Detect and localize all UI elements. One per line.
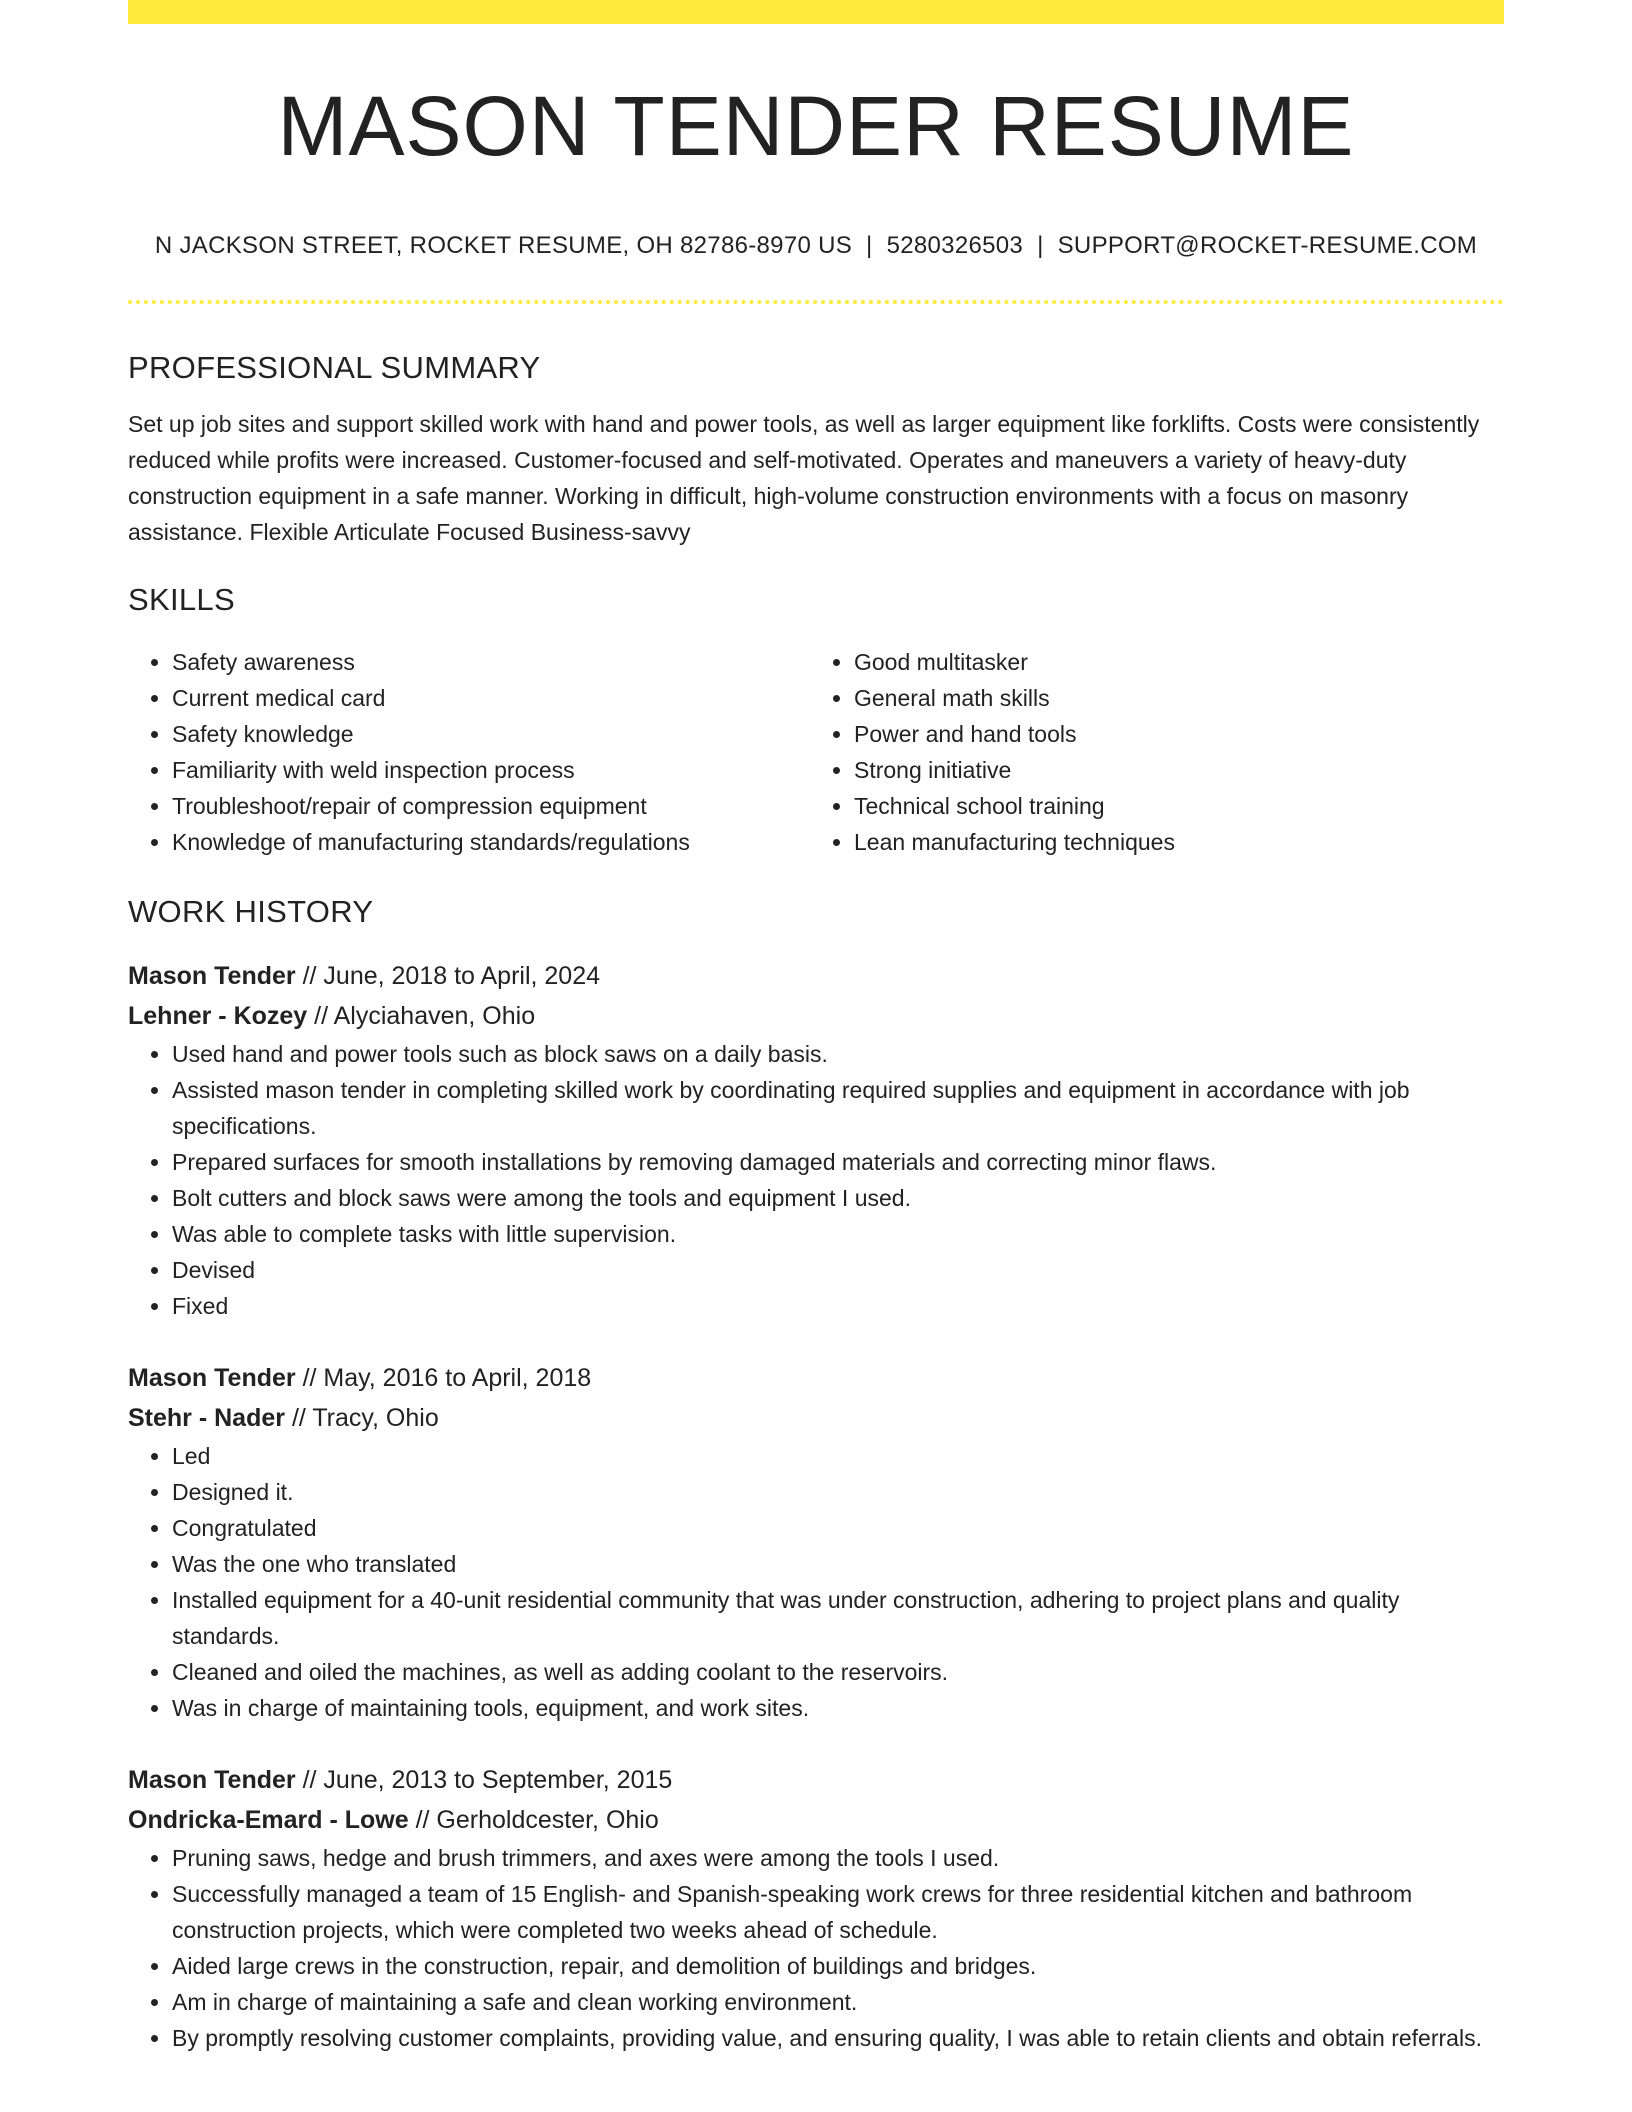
job-role-line [128,956,1504,996]
dotted-divider [128,300,1504,304]
skill-item: • Lean manufacturing techniques [854,824,1488,860]
skill-item: • Safety knowledge [172,716,806,752]
job-bullet: • Successfully managed a team of 15 English- and Spanish-speaking work crews for three residential kitchen and bathroom construction projects, which were completed two weeks ahead of schedule. [172,1876,1504,1948]
job-bullet: • Fixed [172,1288,1504,1324]
job-role-line [128,1358,1504,1398]
contact-address: N JACKSON STREET, ROCKET RESUME, OH 82786-8970 US [154,232,853,259]
skills-column-right [806,644,1488,860]
summary-text: Set up job sites and support skilled work with hand and power tools, as well as larger equipment like forklifts. Costs were consistently reduced while profits were increased. Customer-focused and self-motivated. Operates and maneuvers a variety of heavy-duty construction equipment in a safe manner. Working in difficult, high-volume construction environments with a focus on masonry assistance. Flexible Articulate Focused Business-savvy [128,411,1480,545]
skill-item: • Familiarity with weld inspection process [172,752,806,788]
job-role: Mason Tender [128,1766,296,1794]
resume-page [128,0,1504,2056]
skill-item: • Safety awareness [172,644,806,680]
job-bullet: • By promptly resolving customer complaints, providing value, and ensuring quality, I was able to retain clients and obtain referrals. [172,2020,1504,2056]
job-bullet: • Was able to complete tasks with little supervision. [172,1216,1504,1252]
job-bullets [128,1840,1504,2056]
skill-item: • Power and hand tools [854,716,1488,752]
contact-line [128,232,1504,260]
job-bullet: • Assisted mason tender in completing skilled work by coordinating required supplies and equipment in accordance with job specifications. [172,1072,1504,1144]
job-dates: // June, 2013 to September, 2015 [302,1766,673,1794]
job-role: Mason Tender [128,1364,296,1392]
job-location: // Tracy, Ohio [291,1404,439,1432]
skills-column-left [128,644,806,860]
skills-list [128,644,1504,860]
contact-separator: | [866,232,873,259]
top-accent-bar [128,0,1504,24]
job-entry [128,956,1504,1324]
job-company: Lehner - Kozey [128,1002,308,1030]
job-company-line [128,1398,1504,1438]
job-company: Stehr - Nader [128,1404,285,1432]
job-bullet: • Was in charge of maintaining tools, equipment, and work sites. [172,1690,1504,1726]
resume-title: MASON TENDER RESUME [277,79,1355,173]
job-location: // Gerholdcester, Ohio [415,1806,659,1834]
summary-heading: PROFESSIONAL SUMMARY [128,350,541,385]
job-bullets [128,1438,1504,1726]
job-bullet: • Installed equipment for a 40-unit residential community that was under construction, adhering to project plans and quality standards. [172,1582,1504,1654]
contact-email: SUPPORT@ROCKET-RESUME.COM [1057,232,1478,259]
job-bullet: • Devised [172,1252,1504,1288]
skill-item: • General math skills [854,680,1488,716]
job-bullet: • Used hand and power tools such as block saws on a daily basis. [172,1036,1504,1072]
job-bullet: • Aided large crews in the construction, repair, and demolition of buildings and bridges. [172,1948,1504,1984]
job-bullet: • Prepared surfaces for smooth installations by removing damaged materials and correcting minor flaws. [172,1144,1504,1180]
job-bullet: • Bolt cutters and block saws were among the tools and equipment I used. [172,1180,1504,1216]
job-role-line [128,1760,1504,1800]
job-bullet: • Designed it. [172,1474,1504,1510]
skill-item: • Good multitasker [854,644,1488,680]
job-bullet: • Am in charge of maintaining a safe and clean working environment. [172,1984,1504,2020]
contact-phone: 5280326503 [886,232,1024,259]
skill-item: • Strong initiative [854,752,1488,788]
skill-item: • Current medical card [172,680,806,716]
job-entry [128,1358,1504,1726]
job-bullet: • Pruning saws, hedge and brush trimmers, and axes were among the tools I used. [172,1840,1504,1876]
skill-item: • Knowledge of manufacturing standards/regulations [172,824,806,860]
job-entry [128,1760,1504,2056]
job-company-line [128,996,1504,1036]
work-history-heading: WORK HISTORY [128,894,374,929]
job-company: Ondricka-Emard - Lowe [128,1806,409,1834]
job-role: Mason Tender [128,962,296,990]
job-company-line [128,1800,1504,1840]
job-dates: // May, 2016 to April, 2018 [302,1364,592,1392]
skill-item: • Technical school training [854,788,1488,824]
contact-separator: | [1037,232,1044,259]
job-dates: // June, 2018 to April, 2024 [302,962,601,990]
job-bullets [128,1036,1504,1324]
skills-heading: SKILLS [128,582,235,617]
job-location: // Alyciahaven, Ohio [314,1002,536,1030]
skill-item: • Troubleshoot/repair of compression equipment [172,788,806,824]
job-bullet: • Congratulated [172,1510,1504,1546]
job-bullet: • Led [172,1438,1504,1474]
job-bullet: • Was the one who translated [172,1546,1504,1582]
job-bullet: • Cleaned and oiled the machines, as well as adding coolant to the reservoirs. [172,1654,1504,1690]
